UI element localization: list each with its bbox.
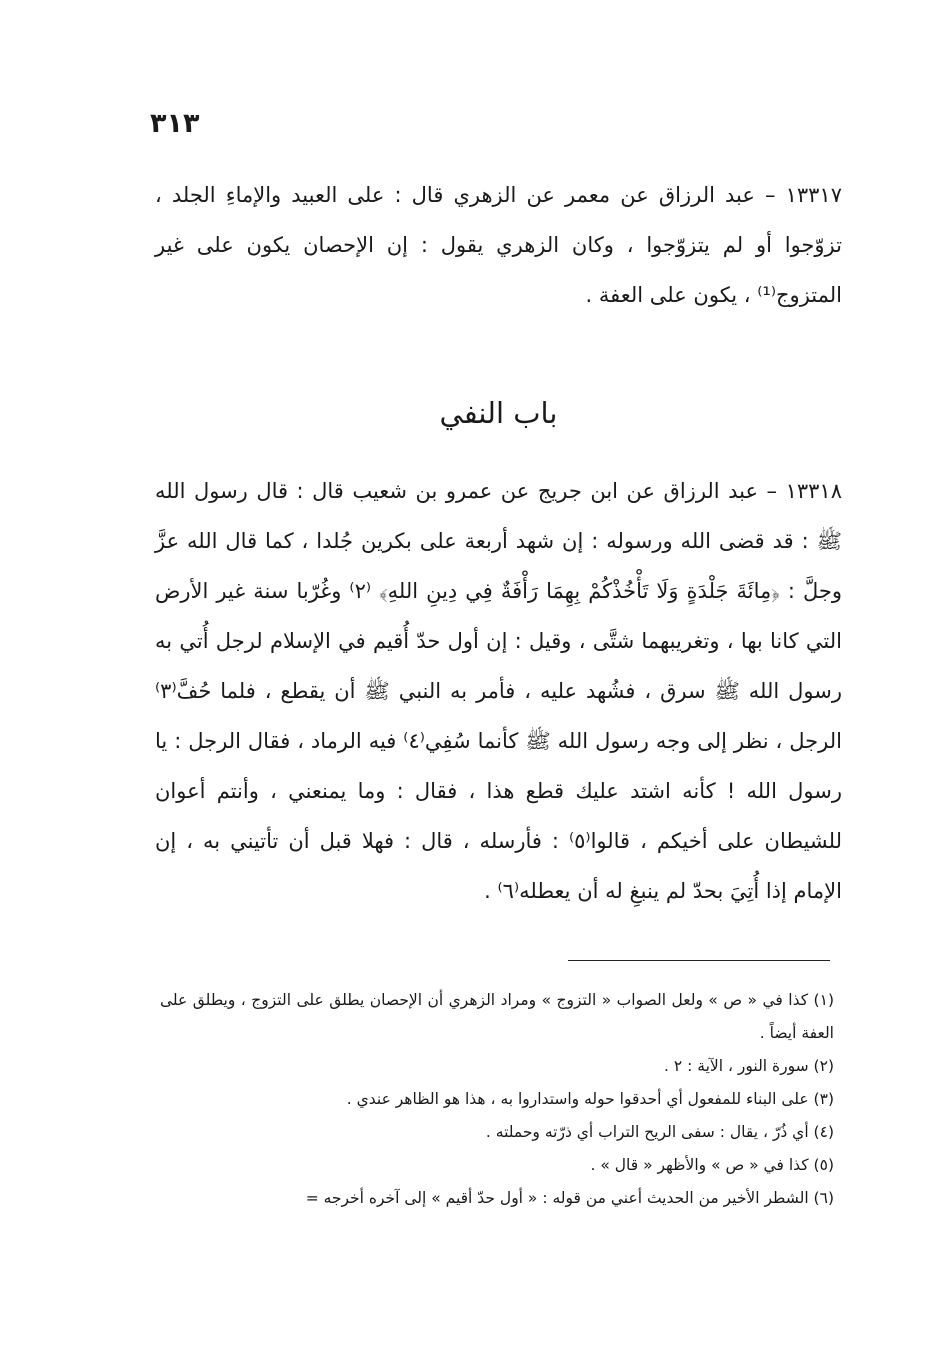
footnote-separator <box>568 960 830 961</box>
footnote-1: (١) كذا في « ص » ولعل الصواب « التزوج » ومراد الزهري أن الإحصان يطلق على التزوج ، ويطلق على العفة أيضاً . <box>160 991 834 1042</box>
page-number: ٣١٣ <box>150 108 200 139</box>
chapter-heading: باب النفي <box>439 396 558 430</box>
hadith-13318: ١٣٣١٨ – عبد الرزاق عن ابن جريج عن عمرو بن شعيب قال : قال رسول الله ﷺ : قد قضى الله ورسوله : إن شهد أربعة على بكرين جُلدا ، كما قال الله عزَّ وجلَّ : ﴿مِائَةَ جَلْدَةٍ وَلَا تَأْخُذْكُمْ بِهِمَا رَأْفَةٌ فِي دِينِ اللهِ﴾ ⁽٢⁾ وغُرّبا سنة غير الأرض التي كانا بها ، وتغريبهما شتَّى ، وقيل : إن أول حدّ أُقيم في الإسلام لرجل أُتي به رسول الله ﷺ سرق ، فشُهد عليه ، فأمر به النبي ﷺ أن يقطع ، فلما حُفَّ⁽٣⁾ الرجل ، نظر إلى وجه رسول الله ﷺ كأنما سُفِي⁽٤⁾ فيه الرماد ، فقال الرجل : يا رسول الله ! كأنه اشتد عليك قطع هذا ، فقال : وما يمنعني ، وأنتم أعوان للشيطان على أخيكم ، قالوا⁽٥⁾ : فأرسله ، قال : فهلا قبل أن تأتيني به ، إن الإمام إذا أُتِيَ بحدّ لم ينبغِ له أن يعطله⁽٦⁾ . <box>155 479 842 903</box>
footnote-5: (٥) كذا في « ص » والأظهر « قال » . <box>590 1156 834 1174</box>
footnote-4: (٤) أي ذُرّ ، يقال : سفى الريح التراب أي ذرّته وحملته . <box>485 1123 834 1141</box>
hadith-13317: ١٣٣١٧ – عبد الرزاق عن معمر عن الزهري قال : على العبيد والإماءِ الجلد ، تزوّجوا أو لم يتزوّجوا ، وكان الزهري يقول : إن الإحصان يكون على غير المتزوج⁽¹⁾ ، يكون على العفة . <box>155 183 842 307</box>
footnote-3: (٣) على البناء للمفعول أي أحدقوا حوله واستداروا به ، هذا هو الظاهر عندي . <box>346 1090 834 1108</box>
footnote-2: (٢) سورة النور ، الآية : ٢ . <box>664 1057 834 1075</box>
footnotes-list <box>160 984 838 1215</box>
footnote-6: (٦) الشطر الأخير من الحديث أعني من قوله : « أول حدّ أقيم » إلى آخره أخرجه = <box>305 1189 834 1207</box>
